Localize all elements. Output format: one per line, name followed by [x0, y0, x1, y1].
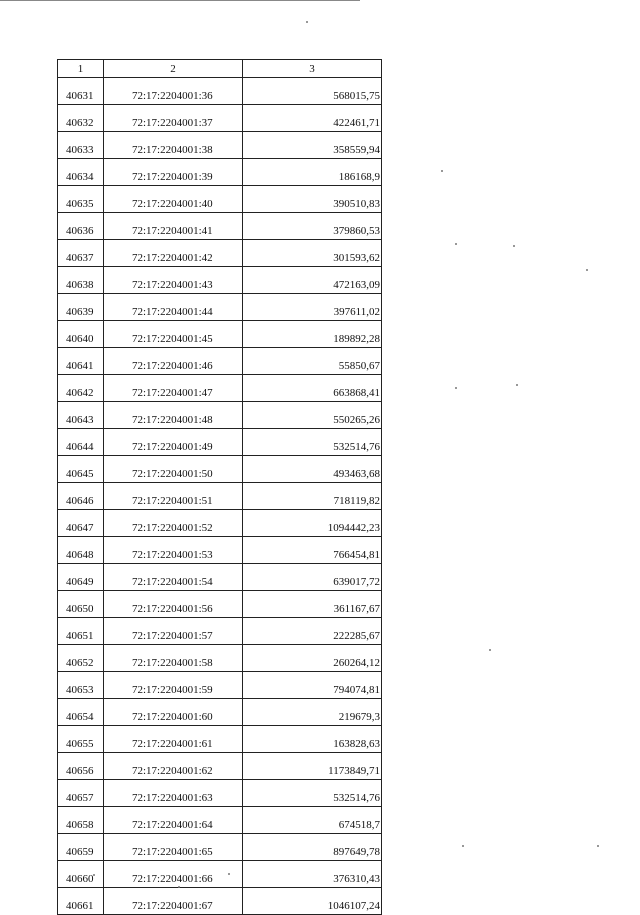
value-cell: 1173849,71 — [243, 753, 382, 780]
scan-speck — [516, 384, 518, 386]
scan-speck — [462, 845, 464, 847]
value-cell: 897649,78 — [243, 834, 382, 861]
row-number-cell: 40649 — [58, 564, 104, 591]
value-cell: 390510,83 — [243, 186, 382, 213]
value-cell: 663868,41 — [243, 375, 382, 402]
table-row — [58, 267, 382, 294]
table-row — [58, 537, 382, 564]
value-cell: 55850,67 — [243, 348, 382, 375]
table-row — [58, 834, 382, 861]
cadastral-number-cell: 72:17:2204001:52 — [104, 510, 243, 537]
row-number-cell: 40636 — [58, 213, 104, 240]
table-row — [58, 132, 382, 159]
cadastral-number-cell: 72:17:2204001:46 — [104, 348, 243, 375]
value-cell: 639017,72 — [243, 564, 382, 591]
cadastral-number-cell: 72:17:2204001:51 — [104, 483, 243, 510]
row-number-cell: 40632 — [58, 105, 104, 132]
row-number-cell: 40646 — [58, 483, 104, 510]
row-number-cell: 40656 — [58, 753, 104, 780]
scan-speck — [455, 387, 457, 389]
scan-speck — [489, 649, 491, 651]
table-row — [58, 321, 382, 348]
value-cell: 260264,12 — [243, 645, 382, 672]
table-row — [58, 348, 382, 375]
table-row — [58, 294, 382, 321]
cadastral-number-cell: 72:17:2204001:50 — [104, 456, 243, 483]
cadastral-number-cell: 72:17:2204001:44 — [104, 294, 243, 321]
row-number-cell: 40633 — [58, 132, 104, 159]
row-number-cell: 40647 — [58, 510, 104, 537]
value-cell: 674518,7 — [243, 807, 382, 834]
table-row — [58, 510, 382, 537]
row-number-cell: 40658 — [58, 807, 104, 834]
table-header — [58, 60, 382, 78]
column-header-3: 3 — [243, 60, 382, 78]
value-cell: 472163,09 — [243, 267, 382, 294]
table-row — [58, 564, 382, 591]
cadastral-number-cell: 72:17:2204001:39 — [104, 159, 243, 186]
row-number-cell: 40659 — [58, 834, 104, 861]
cadastral-number-cell: 72:17:2204001:40 — [104, 186, 243, 213]
row-number-cell: 40660 — [58, 861, 104, 888]
value-cell: 189892,28 — [243, 321, 382, 348]
cadastral-number-cell: 72:17:2204001:47 — [104, 375, 243, 402]
row-number-cell: 40631 — [58, 78, 104, 105]
value-cell: 379860,53 — [243, 213, 382, 240]
row-number-cell: 40638 — [58, 267, 104, 294]
table-row — [58, 483, 382, 510]
row-number-cell: 40634 — [58, 159, 104, 186]
value-cell: 163828,63 — [243, 726, 382, 753]
cadastral-number-cell: 72:17:2204001:48 — [104, 402, 243, 429]
row-number-cell: 40654 — [58, 699, 104, 726]
scan-speck — [586, 269, 588, 271]
value-cell: 493463,68 — [243, 456, 382, 483]
cadastral-number-cell: 72:17:2204001:53 — [104, 537, 243, 564]
scan-speck — [306, 21, 308, 23]
cadastral-number-cell: 72:17:2204001:54 — [104, 564, 243, 591]
row-number-cell: 40642 — [58, 375, 104, 402]
table-row — [58, 105, 382, 132]
value-cell: 550265,26 — [243, 402, 382, 429]
value-cell: 422461,71 — [243, 105, 382, 132]
cadastral-number-cell: 72:17:2204001:60 — [104, 699, 243, 726]
scan-speck — [93, 874, 95, 876]
top-edge-rule — [0, 0, 360, 1]
cadastral-value-table — [57, 59, 382, 915]
value-cell: 532514,76 — [243, 780, 382, 807]
column-header-2: 2 — [104, 60, 243, 78]
row-number-cell: 40639 — [58, 294, 104, 321]
row-number-cell: 40661 — [58, 888, 104, 915]
value-cell: 376310,43 — [243, 861, 382, 888]
table-row — [58, 807, 382, 834]
table-row — [58, 240, 382, 267]
row-number-cell: 40635 — [58, 186, 104, 213]
table-row — [58, 591, 382, 618]
table-row — [58, 726, 382, 753]
table-row — [58, 888, 382, 915]
cadastral-number-cell: 72:17:2204001:61 — [104, 726, 243, 753]
value-cell: 222285,67 — [243, 618, 382, 645]
row-number-cell: 40640 — [58, 321, 104, 348]
row-number-cell: 40657 — [58, 780, 104, 807]
scan-speck — [513, 245, 515, 247]
value-cell: 1094442,23 — [243, 510, 382, 537]
row-number-cell: 40655 — [58, 726, 104, 753]
row-number-cell: 40648 — [58, 537, 104, 564]
table-row — [58, 672, 382, 699]
table-row — [58, 186, 382, 213]
value-cell: 794074,81 — [243, 672, 382, 699]
value-cell: 568015,75 — [243, 78, 382, 105]
scan-speck — [178, 886, 180, 888]
row-number-cell: 40651 — [58, 618, 104, 645]
cadastral-number-cell: 72:17:2204001:58 — [104, 645, 243, 672]
row-number-cell: 40641 — [58, 348, 104, 375]
row-number-cell: 40637 — [58, 240, 104, 267]
table-body — [58, 78, 382, 915]
table-row — [58, 429, 382, 456]
cadastral-number-cell: 72:17:2204001:64 — [104, 807, 243, 834]
cadastral-number-cell: 72:17:2204001:38 — [104, 132, 243, 159]
value-cell: 186168,9 — [243, 159, 382, 186]
cadastral-number-cell: 72:17:2204001:57 — [104, 618, 243, 645]
cadastral-number-cell: 72:17:2204001:62 — [104, 753, 243, 780]
row-number-cell: 40644 — [58, 429, 104, 456]
value-cell: 1046107,24 — [243, 888, 382, 915]
cadastral-number-cell: 72:17:2204001:43 — [104, 267, 243, 294]
value-cell: 397611,02 — [243, 294, 382, 321]
cadastral-number-cell: 72:17:2204001:66 — [104, 861, 243, 888]
cadastral-number-cell: 72:17:2204001:49 — [104, 429, 243, 456]
scan-speck — [441, 170, 443, 172]
cadastral-number-cell: 72:17:2204001:36 — [104, 78, 243, 105]
cadastral-number-cell: 72:17:2204001:59 — [104, 672, 243, 699]
cadastral-number-cell: 72:17:2204001:63 — [104, 780, 243, 807]
cadastral-number-cell: 72:17:2204001:65 — [104, 834, 243, 861]
table-row — [58, 159, 382, 186]
column-header-1: 1 — [58, 60, 104, 78]
table-row — [58, 753, 382, 780]
cadastral-number-cell: 72:17:2204001:67 — [104, 888, 243, 915]
row-number-cell: 40650 — [58, 591, 104, 618]
scan-speck — [228, 873, 230, 875]
cadastral-number-cell: 72:17:2204001:56 — [104, 591, 243, 618]
scan-speck — [455, 243, 457, 245]
cadastral-number-cell: 72:17:2204001:45 — [104, 321, 243, 348]
table-row — [58, 456, 382, 483]
value-cell: 532514,76 — [243, 429, 382, 456]
table-row — [58, 402, 382, 429]
table-row — [58, 699, 382, 726]
row-number-cell: 40645 — [58, 456, 104, 483]
value-cell: 301593,62 — [243, 240, 382, 267]
row-number-cell: 40653 — [58, 672, 104, 699]
table-row — [58, 645, 382, 672]
table-row — [58, 78, 382, 105]
cadastral-number-cell: 72:17:2204001:42 — [104, 240, 243, 267]
table-row — [58, 861, 382, 888]
row-number-cell: 40652 — [58, 645, 104, 672]
value-cell: 361167,67 — [243, 591, 382, 618]
value-cell: 358559,94 — [243, 132, 382, 159]
table-row — [58, 780, 382, 807]
value-cell: 766454,81 — [243, 537, 382, 564]
row-number-cell: 40643 — [58, 402, 104, 429]
table-row — [58, 213, 382, 240]
cadastral-number-cell: 72:17:2204001:41 — [104, 213, 243, 240]
table-row — [58, 375, 382, 402]
scan-speck — [597, 845, 599, 847]
table-header-row — [58, 60, 382, 78]
table-row — [58, 618, 382, 645]
cadastral-number-cell: 72:17:2204001:37 — [104, 105, 243, 132]
value-cell: 219679,3 — [243, 699, 382, 726]
value-cell: 718119,82 — [243, 483, 382, 510]
